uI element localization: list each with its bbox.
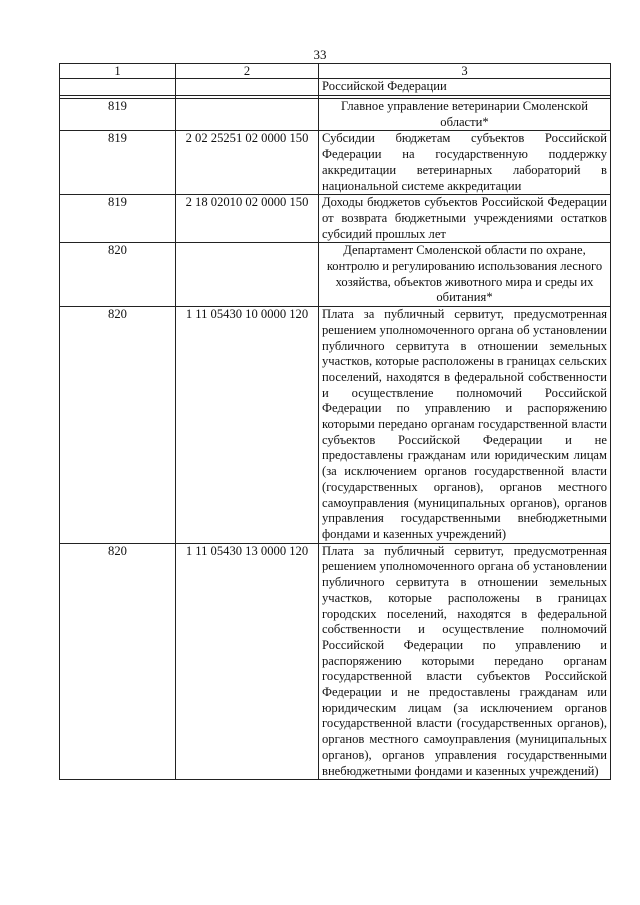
- income-code: 1 11 05430 13 0000 120: [176, 543, 319, 780]
- header-col-3: 3: [319, 64, 611, 79]
- table-row: [60, 307, 611, 544]
- income-name: Субсидии бюджетам субъектов Российской Федерации на государственную поддержку аккредитации ветеринарных лабораторий в национальной системе аккредитации: [319, 131, 611, 195]
- admin-code: 819: [60, 99, 176, 131]
- page-number: 33: [313, 47, 327, 62]
- admin-code: 819: [60, 131, 176, 195]
- continuation-col-1: [60, 79, 176, 96]
- table-header-row: [60, 64, 611, 79]
- income-codes-table: [59, 63, 611, 780]
- continuation-row: [60, 79, 611, 96]
- table-row: [60, 131, 611, 195]
- income-code: 2 02 25251 02 0000 150: [176, 131, 319, 195]
- income-code: 1 11 05430 10 0000 120: [176, 307, 319, 544]
- income-name: Департамент Смоленской области по охране, контролю и регулированию использования лесного хозяйства, объектов животного мира и среды их обитания*: [319, 243, 611, 307]
- header-col-2: 2: [176, 64, 319, 79]
- table-row: [60, 99, 611, 131]
- income-name: Плата за публичный сервитут, предусмотренная решением уполномоченного органа об установлении публичного сервитута в отношении земельных участков, которые расположены в границах сельских поселений, находятся в федеральной собственности и осуществление полномочий Российской Федерации по управлению и распоряжению которыми передано органам государственной власти субъектов Российской Федерации и не предоставлены гражданам или юридическим лицам (за исключением органов государственной власти (государственных органов), органов местного самоуправления (муниципальных органов), органов управления государственными внебюджетными фондами и казенных учреждений): [319, 307, 611, 544]
- table-row: [60, 195, 611, 243]
- table-row: [60, 243, 611, 307]
- continuation-text: Российской Федерации: [319, 79, 611, 96]
- table-row: [60, 543, 611, 780]
- income-code: [176, 243, 319, 307]
- income-name: Главное управление ветеринарии Смоленской области*: [319, 99, 611, 131]
- admin-code: 820: [60, 243, 176, 307]
- income-name: Доходы бюджетов субъектов Российской Федерации от возврата бюджетными учреждениями остатков субсидий прошлых лет: [319, 195, 611, 243]
- admin-code: 819: [60, 195, 176, 243]
- income-name: Плата за публичный сервитут, предусмотренная решением уполномоченного органа об установлении публичного сервитута в отношении земельных участков, которые расположены в границах городских поселений, находятся в федеральной собственности и осуществление полномочий Российской Федерации по управлению и распоряжению которыми передано органам государственной власти субъектов Российской Федерации и не предоставлены гражданам или юридическим лицам (за исключением органов государственной власти (государственных органов), органов местного самоуправления (муниципальных органов), органов управления государственными внебюджетными фондами и казенных учреждений): [319, 543, 611, 780]
- header-col-1: 1: [60, 64, 176, 79]
- income-code: [176, 99, 319, 131]
- admin-code: 820: [60, 307, 176, 544]
- income-code: 2 18 02010 02 0000 150: [176, 195, 319, 243]
- continuation-col-2: [176, 79, 319, 96]
- admin-code: 820: [60, 543, 176, 780]
